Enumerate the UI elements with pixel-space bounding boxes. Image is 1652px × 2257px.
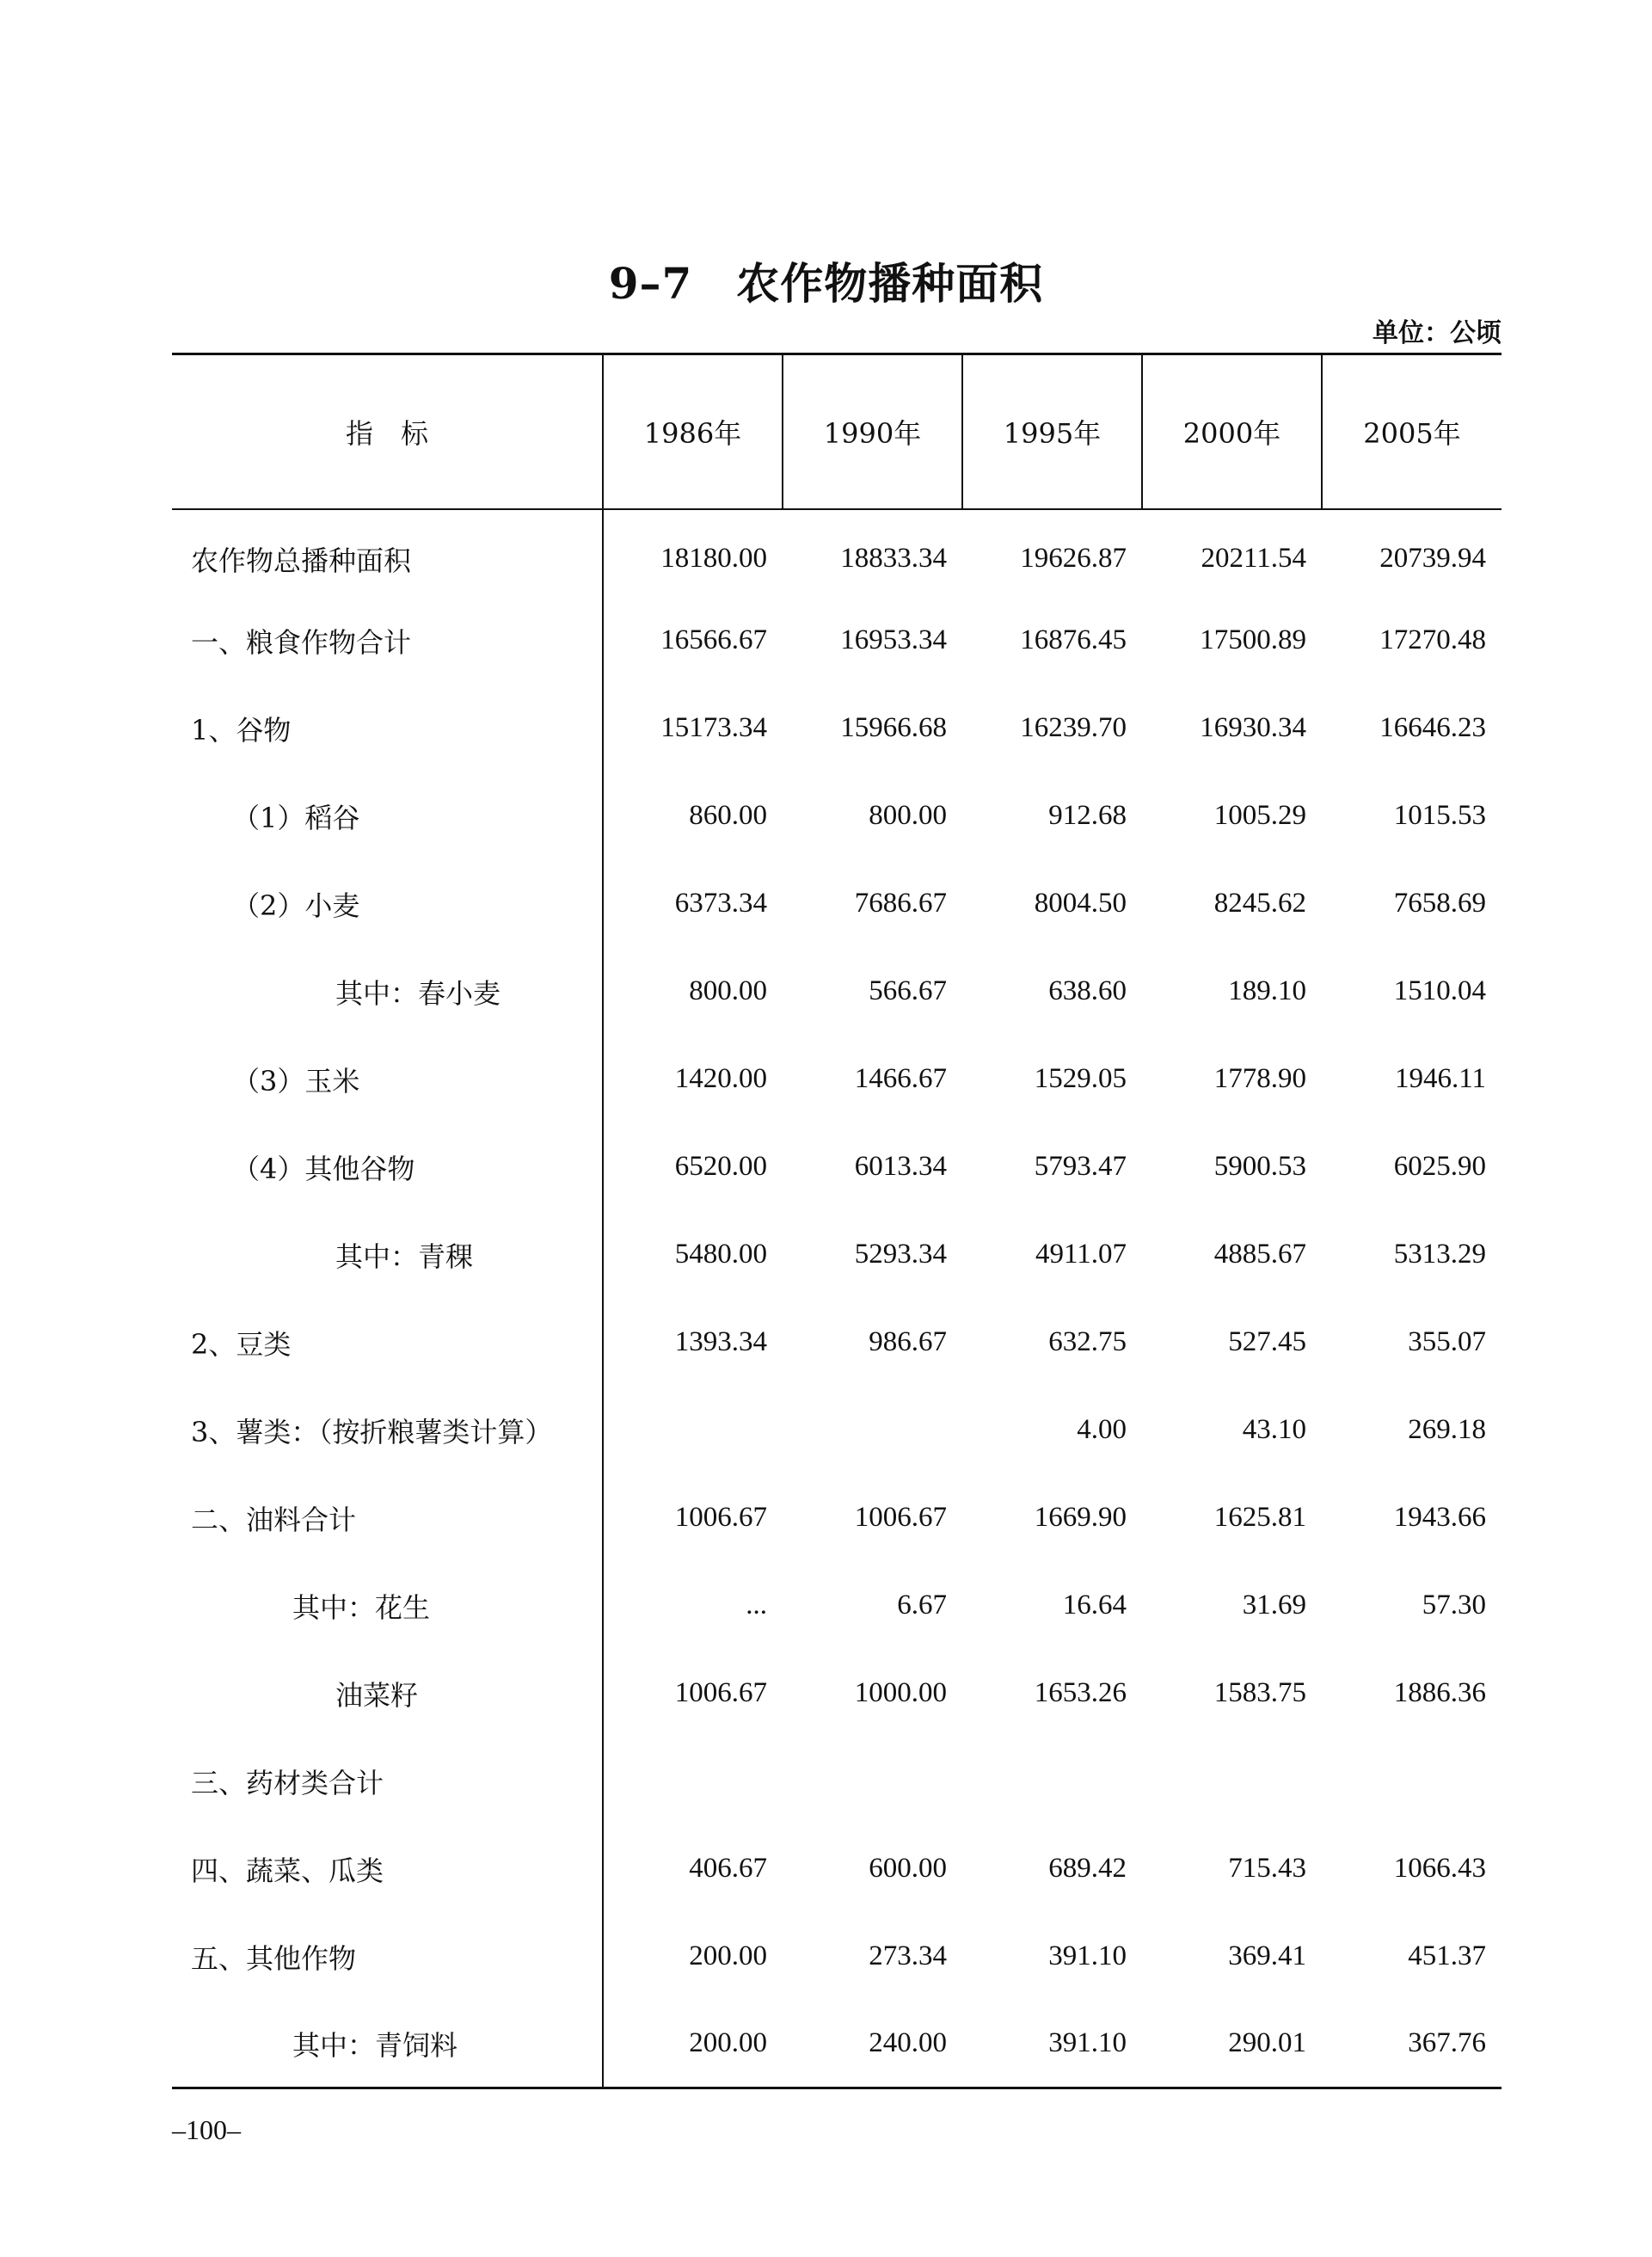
cell-value: 57.30 xyxy=(1422,1590,1486,1620)
row-label: 二、油料合计 xyxy=(172,1474,603,1562)
cell-value: 355.07 xyxy=(1408,1326,1486,1357)
row-label: 五、其他作物 xyxy=(172,1913,603,2001)
cell-value: 290.01 xyxy=(1142,2001,1322,2088)
table-header-row xyxy=(172,354,1502,509)
cell-value: 1529.05 xyxy=(1034,1063,1127,1094)
header-year: 2005年 xyxy=(1322,354,1502,509)
cell-value: 1778.90 xyxy=(1213,1063,1306,1094)
cell-value: 5900.53 xyxy=(1213,1151,1306,1182)
cell-value: 6025.90 xyxy=(1393,1151,1486,1182)
cell-value: 17270.48 xyxy=(1379,624,1486,655)
table-row xyxy=(172,1913,1502,2001)
cell-value: 273.34 xyxy=(869,1940,947,1971)
table-row xyxy=(172,948,1502,1036)
row-label: 其中：青饲料 xyxy=(172,2001,603,2088)
cell-value: 715.43 xyxy=(1228,1853,1306,1884)
cell-value: 200.00 xyxy=(603,2001,783,2088)
cell-value: 17500.89 xyxy=(1200,624,1306,655)
row-label: （1）稻谷 xyxy=(172,772,603,860)
cell-value xyxy=(783,1387,962,1474)
cell-value: 16876.45 xyxy=(1020,624,1127,655)
cell-value: 800.00 xyxy=(869,800,947,831)
cell-value: 240.00 xyxy=(783,2001,962,2088)
cell-value: 1466.67 xyxy=(854,1063,947,1094)
cell-value: 43.10 xyxy=(1242,1414,1306,1445)
table-row xyxy=(172,509,1502,597)
table-row xyxy=(172,1123,1502,1211)
page-number: –100– xyxy=(172,2114,241,2145)
cell-value: 1006.67 xyxy=(674,1502,767,1533)
cell-value: 7686.67 xyxy=(854,888,947,919)
table-row xyxy=(172,772,1502,860)
cell-value xyxy=(603,1737,783,1825)
cell-value: 15173.34 xyxy=(660,712,767,743)
header-year: 1995年 xyxy=(962,354,1142,509)
cell-value: 6013.34 xyxy=(854,1151,947,1182)
header-year: 2000年 xyxy=(1142,354,1322,509)
unit-label: 单位：公顷 xyxy=(1373,318,1502,348)
row-label: （3）玉米 xyxy=(172,1036,603,1123)
cell-value: 1005.29 xyxy=(1213,800,1306,831)
cell-value: 391.10 xyxy=(962,2001,1142,2088)
cell-value: 1653.26 xyxy=(1034,1677,1127,1708)
data-table-container xyxy=(172,353,1502,2089)
cell-value: 1006.67 xyxy=(674,1677,767,1708)
cell-value: 269.18 xyxy=(1408,1414,1486,1445)
table-row xyxy=(172,1387,1502,1474)
cell-value: 451.37 xyxy=(1408,1940,1486,1971)
cell-value: 4885.67 xyxy=(1213,1239,1306,1270)
cell-value: 16930.34 xyxy=(1200,712,1306,743)
cell-value: 8004.50 xyxy=(1034,888,1127,919)
cell-value: 6373.34 xyxy=(674,888,767,919)
row-label: 三、药材类合计 xyxy=(172,1737,603,1825)
row-label: 农作物总播种面积 xyxy=(172,509,603,597)
cell-value: 16.64 xyxy=(1062,1590,1127,1620)
table-row xyxy=(172,1650,1502,1737)
cell-value xyxy=(783,1737,962,1825)
cell-value: 1625.81 xyxy=(1213,1502,1306,1533)
table-row xyxy=(172,1737,1502,1825)
cell-value: 367.76 xyxy=(1322,2001,1502,2088)
cell-value: 1583.75 xyxy=(1213,1677,1306,1708)
cell-value: 689.42 xyxy=(1048,1853,1127,1884)
table-row xyxy=(172,1299,1502,1387)
cell-value: 19626.87 xyxy=(1020,543,1127,574)
table-row xyxy=(172,2001,1502,2088)
table-row xyxy=(172,860,1502,948)
cell-value xyxy=(962,1737,1142,1825)
row-label: 一、粮食作物合计 xyxy=(172,597,603,685)
cell-value: 15966.68 xyxy=(840,712,947,743)
cell-value: 6520.00 xyxy=(674,1151,767,1182)
header-year: 1990年 xyxy=(783,354,962,509)
cell-value: 7658.69 xyxy=(1393,888,1486,919)
cell-value: 5313.29 xyxy=(1393,1239,1486,1270)
cell-value: 632.75 xyxy=(1048,1326,1127,1357)
cell-value: 1393.34 xyxy=(674,1326,767,1357)
cell-value: 18833.34 xyxy=(840,543,947,574)
row-label: 1、谷物 xyxy=(172,685,603,772)
row-label: 其中：青稞 xyxy=(172,1211,603,1299)
row-label: 四、蔬菜、瓜类 xyxy=(172,1825,603,1913)
cell-value: 800.00 xyxy=(689,975,767,1006)
cell-value: 16646.23 xyxy=(1379,712,1486,743)
header-indicator: 指 标 xyxy=(172,354,603,509)
cell-value xyxy=(1322,1737,1502,1825)
cell-value: 1886.36 xyxy=(1393,1677,1486,1708)
cell-value: 4911.07 xyxy=(1035,1239,1127,1270)
row-label: 油菜籽 xyxy=(172,1650,603,1737)
cell-value: 527.45 xyxy=(1228,1326,1306,1357)
cell-value: 16953.34 xyxy=(840,624,947,655)
cell-value: 20211.54 xyxy=(1201,543,1306,574)
cell-value: 5480.00 xyxy=(674,1239,767,1270)
cell-value: 16239.70 xyxy=(1020,712,1127,743)
page-title: 9–7 农作物播种面积 xyxy=(608,258,1044,309)
cell-value: 986.67 xyxy=(869,1326,947,1357)
row-label: 其中：春小麦 xyxy=(172,948,603,1036)
cell-value: 1943.66 xyxy=(1393,1502,1486,1533)
cell-value: 1420.00 xyxy=(674,1063,767,1094)
cell-value: 406.67 xyxy=(689,1853,767,1884)
row-label: （2）小麦 xyxy=(172,860,603,948)
cell-value: 5293.34 xyxy=(854,1239,947,1270)
cell-value: 6.67 xyxy=(897,1590,947,1620)
row-label: 2、豆类 xyxy=(172,1299,603,1387)
crop-area-table xyxy=(172,353,1502,2089)
table-row xyxy=(172,1825,1502,1913)
cell-value: 600.00 xyxy=(869,1853,947,1884)
table-row xyxy=(172,1562,1502,1650)
cell-value: 369.41 xyxy=(1228,1940,1306,1971)
table-row xyxy=(172,1474,1502,1562)
table-row xyxy=(172,1211,1502,1299)
cell-value: 189.10 xyxy=(1228,975,1306,1006)
cell-value: 200.00 xyxy=(689,1940,767,1971)
row-label: 其中：花生 xyxy=(172,1562,603,1650)
cell-value: 860.00 xyxy=(689,800,767,831)
cell-value: 31.69 xyxy=(1242,1590,1306,1620)
cell-value: 1015.53 xyxy=(1393,800,1486,831)
cell-value: 4.00 xyxy=(1077,1414,1127,1445)
cell-value: 1946.11 xyxy=(1394,1063,1486,1094)
table-row xyxy=(172,685,1502,772)
cell-value: ... xyxy=(746,1590,767,1620)
cell-value: 1006.67 xyxy=(854,1502,947,1533)
cell-value: 1000.00 xyxy=(854,1677,947,1708)
row-label: （4）其他谷物 xyxy=(172,1123,603,1211)
cell-value: 638.60 xyxy=(1048,975,1127,1006)
cell-value xyxy=(603,1387,783,1474)
cell-value: 566.67 xyxy=(869,975,947,1006)
cell-value: 8245.62 xyxy=(1213,888,1306,919)
cell-value: 1510.04 xyxy=(1393,975,1486,1006)
cell-value: 20739.94 xyxy=(1379,543,1486,574)
row-label: 3、薯类：（按折粮薯类计算） xyxy=(172,1387,603,1474)
cell-value xyxy=(1142,1737,1322,1825)
header-year: 1986年 xyxy=(603,354,783,509)
table-row xyxy=(172,597,1502,685)
cell-value: 391.10 xyxy=(1048,1940,1127,1971)
cell-value: 912.68 xyxy=(1048,800,1127,831)
cell-value: 1066.43 xyxy=(1393,1853,1486,1884)
cell-value: 1669.90 xyxy=(1034,1502,1127,1533)
cell-value: 18180.00 xyxy=(660,543,767,574)
cell-value: 16566.67 xyxy=(660,624,767,655)
table-row xyxy=(172,1036,1502,1123)
cell-value: 5793.47 xyxy=(1034,1151,1127,1182)
